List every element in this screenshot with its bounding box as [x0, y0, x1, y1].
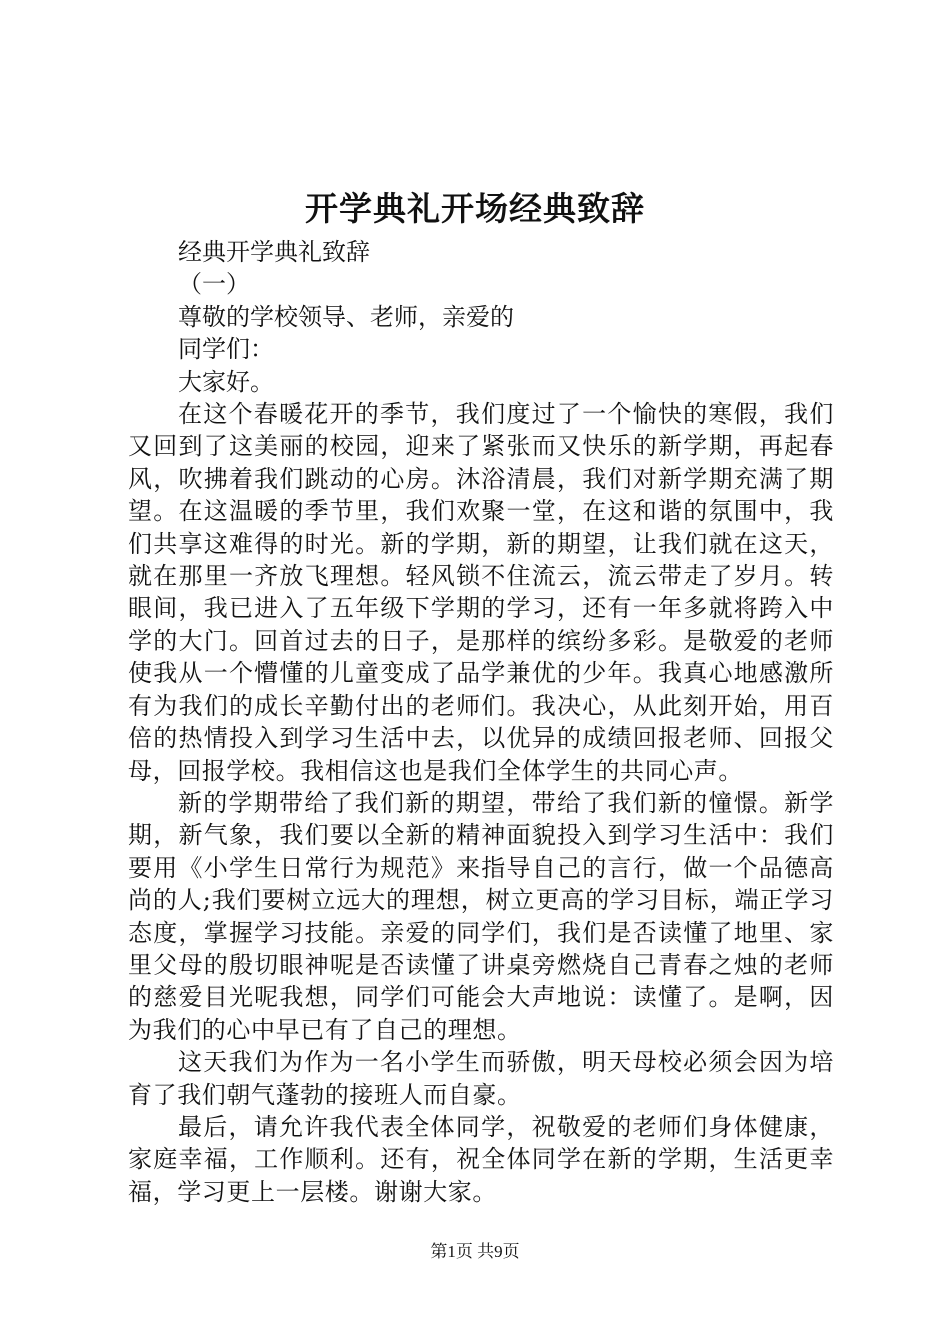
salutation-line-1: 尊敬的学校领导、老师，亲爱的: [178, 302, 514, 331]
paragraph-4: 最后，请允许我代表全体同学，祝敬爱的老师们身体健康，家庭幸福，工作顺利。还有，祝全体同学在新的学期，生活更幸福，学习更上一层楼。谢谢大家。: [128, 1112, 834, 1206]
section-marker: （一）: [178, 270, 250, 299]
paragraph-1: 在这个春暖花开的季节，我们度过了一个愉快的寒假，我们又回到了这美丽的校园，迎来了紧张而又快乐的新学期，再起春风，吹拂着我们跳动的心房。沐浴清晨，我们对新学期充满了期望。在这温暖的季节里，我们欢聚一堂，在这和谐的氛围中，我们共享这难得的时光。新的学期，新的期望，让我们就在这天，就在那里一齐放飞理想。轻风锁不住流云，流云带走了岁月。转眼间，我已进入了五年级下学期的学习，还有一年多就将跨入中学的大门。回首过去的日子，是那样的缤纷多彩。是敬爱的老师使我从一个懵懂的儿童变成了品学兼优的少年。我真心地感激所有为我们的成长辛勤付出的老师们。我决心，从此刻开始，用百倍的热情投入到学习生活中去，以优异的成绩回报老师、回报父母，回报学校。我相信这也是我们全体学生的共同心声。: [128, 400, 834, 785]
document-subtitle: 经典开学典礼致辞: [178, 238, 370, 266]
paragraph-2: 新的学期带给了我们新的期望，带给了我们新的憧憬。新学期，新气象，我们要以全新的精神面貌投入到学习生活中：我们要用《小学生日常行为规范》来指导自己的言行，做一个品德高尚的人;我们要树立远大的理想，树立更高的学习目标，端正学习态度，掌握学习技能。亲爱的同学们，我们是否读懂了地里、家里父母的殷切眼神呢是否读懂了讲桌旁燃烧自己青春之烛的老师的慈爱目光呢我想，同学们可能会大声地说：读懂了。是啊，因为我们的心中早已有了自己的理想。: [128, 788, 834, 1044]
page-number-footer: 第1页 共9页: [430, 1242, 520, 1261]
greeting: 大家好。: [178, 367, 274, 396]
paragraph-3: 这天我们为作为一名小学生而骄傲，明天母校必须会因为培育了我们朝气蓬勃的接班人而自豪。: [128, 1048, 834, 1109]
salutation-line-2: 同学们：: [178, 335, 274, 364]
document-body: [128, 236, 834, 1208]
document-title: 开学典礼开场经典致辞: [305, 189, 645, 228]
